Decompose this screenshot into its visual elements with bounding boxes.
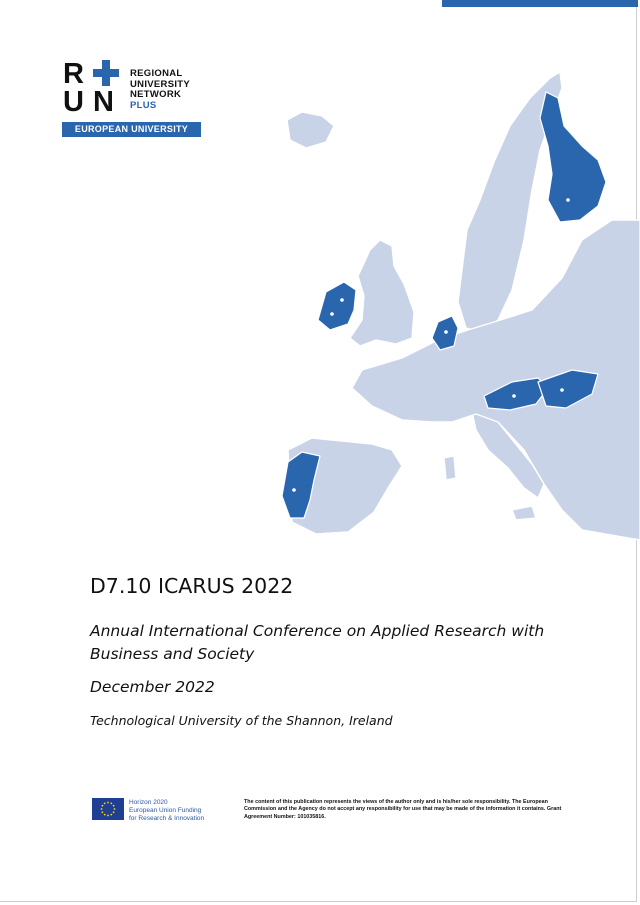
logo-line-regional: REGIONAL (130, 68, 183, 79)
logo-letter-u: U (63, 86, 84, 118)
finland-shape (540, 92, 606, 222)
netherlands-marker (444, 330, 448, 334)
iceland-shape (287, 112, 334, 148)
hungary-marker (560, 388, 564, 392)
logo-plus-icon (93, 60, 119, 86)
document-title: D7.10 ICARUS 2022 (90, 574, 294, 598)
logo-line-network: NETWORK (130, 89, 182, 100)
austria-marker (512, 394, 516, 398)
logo-line-plus: PLUS (130, 99, 157, 111)
europe-map (262, 70, 640, 540)
great-britain-shape (350, 240, 414, 346)
logo-line-university: UNIVERSITY (130, 78, 191, 90)
logo-banner: EUROPEAN UNIVERSITY (62, 122, 201, 137)
run-plus-logo (62, 58, 202, 138)
ireland-marker-2 (330, 312, 334, 316)
document-institution: Technological University of the Shannon, Ireland (90, 713, 393, 728)
disclaimer-text: The content of this publication represents the views of the author only and is his/her sole responsibility. The European Commission and the Agency do not accept any responsibility for use that may be made of the information it contains. Grant Agreement Number: 101035816. (244, 799, 562, 820)
top-accent-bar (442, 0, 638, 7)
funding-line-3: for Research & Innovation (129, 815, 205, 822)
sardinia-shape (444, 456, 456, 480)
funding-line-2: European Union Funding (129, 807, 202, 814)
funding-line-1: Horizon 2020 (129, 799, 168, 806)
document-date: December 2022 (90, 678, 215, 696)
logo-letter-n: N (93, 86, 114, 118)
portugal-marker (292, 488, 296, 492)
eu-stars-icon (92, 798, 124, 820)
sicily-shape (512, 506, 536, 520)
funding-text (129, 799, 204, 823)
logo-wordmark (130, 69, 190, 111)
document-subtitle: Annual International Conference on Applied Research with Business and Society (90, 622, 545, 663)
logo-letter-r: R (63, 58, 84, 90)
ireland-shape (318, 282, 356, 330)
eu-flag-icon (92, 798, 124, 820)
ireland-marker (340, 298, 344, 302)
europe-map-graphic (262, 70, 640, 540)
finland-marker (566, 198, 570, 202)
